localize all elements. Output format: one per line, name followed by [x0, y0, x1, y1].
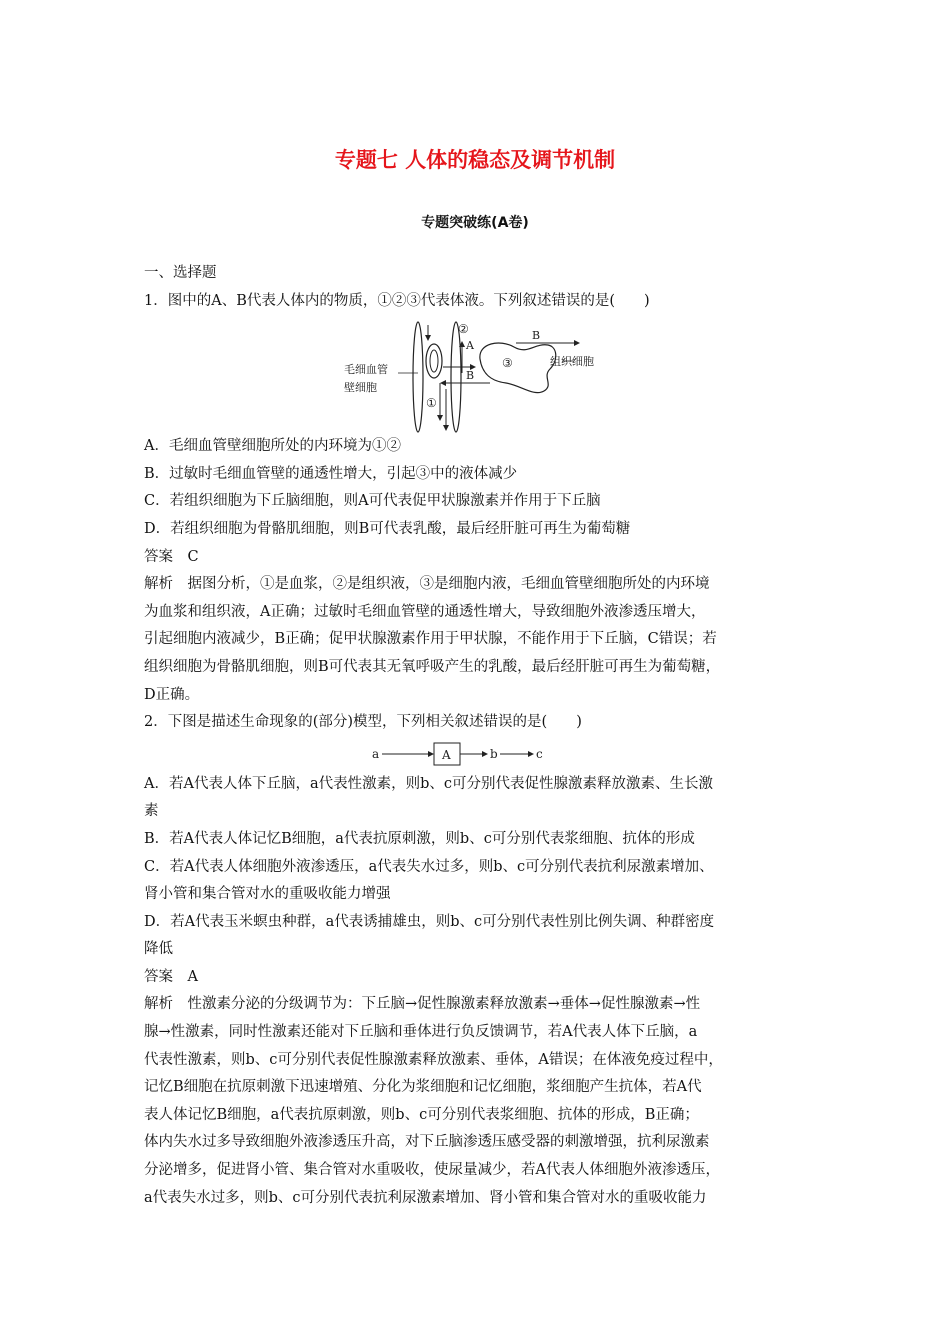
- label-box-A: A: [442, 747, 451, 762]
- q1-option-b: B．过敏时毛细血管壁的通透性增大，引起③中的液体减少: [144, 465, 518, 482]
- section-heading: 一、选择题: [144, 265, 217, 281]
- q1-figure: [144, 315, 816, 433]
- q2-analysis-line: 分泌增多，促进肾小管、集合管对水重吸收，使尿量减少，若A代表人体细胞外液渗透压，: [144, 1162, 720, 1179]
- label-c3: ③: [502, 356, 513, 371]
- label-tissue-cell: 组织细胞: [550, 355, 594, 369]
- q1-analysis-line: 为血浆和组织液，A正确；过敏时毛细血管壁的通透性增大，导致细胞外液渗透压增大，: [144, 603, 706, 620]
- q1-option-a: A．毛细血管壁细胞所处的内环境为①②: [144, 438, 401, 455]
- page-subtitle: 专题突破练(A卷): [421, 215, 529, 231]
- q2-analysis-line: 体内失水过多导致细胞外液渗透压升高，对下丘脑渗透压感受器的刺激增强，抗利尿激素: [144, 1134, 710, 1151]
- q2-figure: [144, 737, 816, 771]
- q2-analysis-line: 表人体记忆B细胞，a代表抗原刺激，则b、c可分别代表浆细胞、抗体的形成，B正确；: [144, 1106, 699, 1123]
- q2-analysis-line: 腺→性激素，同时性激素还能对下丘脑和垂体进行负反馈调节，若A代表人体下丘脑，a: [144, 1024, 698, 1041]
- q1-option-d: D．若组织细胞为骨骼肌细胞，则B可代表乳酸，最后经肝脏可再生为葡萄糖: [144, 520, 631, 537]
- q2-analysis-line: 记忆B细胞在抗原刺激下迅速增殖、分化为浆细胞和记忆细胞，浆细胞产生抗体，若A代: [144, 1079, 702, 1096]
- q2-answer: 答案 A: [144, 968, 198, 985]
- blood-cell-inner: [430, 350, 438, 372]
- label-capillary: 毛细血管: [344, 363, 388, 377]
- blood-cell: [426, 344, 442, 378]
- q1-analysis-line: 引起细胞内液减少，B正确；促甲状腺激素作用于甲状腺，不能作用于下丘脑，C错误；若: [144, 631, 717, 648]
- page-title: 专题七 人体的稳态及调节机制: [334, 148, 616, 172]
- q1-stem: 1．图中的A、B代表人体内的物质，①②③代表体液。下列叙述错误的是( ): [144, 292, 650, 309]
- q2-option-b: B．若A代表人体记忆B细胞，a代表抗原刺激，则b、c可分别代表浆细胞、抗体的形成: [144, 830, 695, 847]
- label-B-upper: B: [532, 329, 541, 343]
- q2-analysis-line: 解析 性激素分泌的分级调节为：下丘脑→促性腺激素释放激素→垂体→促性腺激素→性: [144, 996, 701, 1013]
- q2-option-a-cont: 素: [144, 803, 159, 820]
- content: [144, 260, 816, 1212]
- q2-analysis-line: 代表性激素，则b、c可分别代表促性腺激素释放激素、垂体，A错误；在体液免疫过程中，: [144, 1051, 723, 1068]
- label-c2: ②: [458, 322, 469, 337]
- q2-option-d-cont: 降低: [144, 941, 173, 958]
- q2-stem: 2．下图是描述生命现象的(部分)模型，下列相关叙述错误的是( ): [144, 714, 582, 731]
- q1-analysis-line: D正确。: [144, 686, 200, 703]
- label-c1: ①: [426, 396, 437, 411]
- body-fluid-diagram: [340, 315, 610, 433]
- label-A: A: [466, 339, 474, 353]
- q2-analysis: [144, 991, 816, 1212]
- capillary-wall-left: [413, 322, 423, 432]
- capillary-wall-right: [451, 322, 461, 432]
- label-a: a: [372, 746, 380, 761]
- q2-option-d: D．若A代表玉米螟虫种群，a代表诱捕雄虫，则b、c可分别代表性别比例失调、种群密度: [144, 913, 715, 930]
- q2-option-a: A．若A代表人体下丘脑，a代表性激素，则b、c可分别代表促性腺激素释放激素、生长激: [144, 775, 713, 792]
- q2-option-c: C．若A代表人体细胞外液渗透压，a代表失水过多，则b、c可分别代表抗利尿激素增加、: [144, 858, 714, 875]
- q1-option-c: C．若组织细胞为下丘脑细胞，则A可代表促甲状腺激素并作用于下丘脑: [144, 493, 601, 510]
- label-B-lower: B: [466, 369, 475, 383]
- q2-analysis-line: a代表失水过多，则b、c可分别代表抗利尿激素增加、肾小管和集合管对水的重吸收能力: [144, 1189, 707, 1206]
- q2-option-c-cont: 肾小管和集合管对水的重吸收能力增强: [144, 886, 391, 903]
- label-wall-cell: 壁细胞: [344, 381, 377, 395]
- q1-analysis-line: 解析 据图分析，①是血浆，②是组织液，③是细胞内液，毛细血管壁细胞所处的内环境: [144, 576, 710, 593]
- model-flow-diagram: [366, 739, 566, 769]
- label-b: b: [490, 746, 498, 761]
- q1-analysis: [144, 571, 816, 709]
- q1-analysis-line: 组织细胞为骨骼肌细胞，则B可代表其无氧呼吸产生的乳酸，最后经肝脏可再生为葡萄糖，: [144, 658, 721, 675]
- q1-answer: 答案 C: [144, 548, 199, 565]
- tissue-cell: [480, 343, 556, 393]
- label-c: c: [536, 746, 543, 761]
